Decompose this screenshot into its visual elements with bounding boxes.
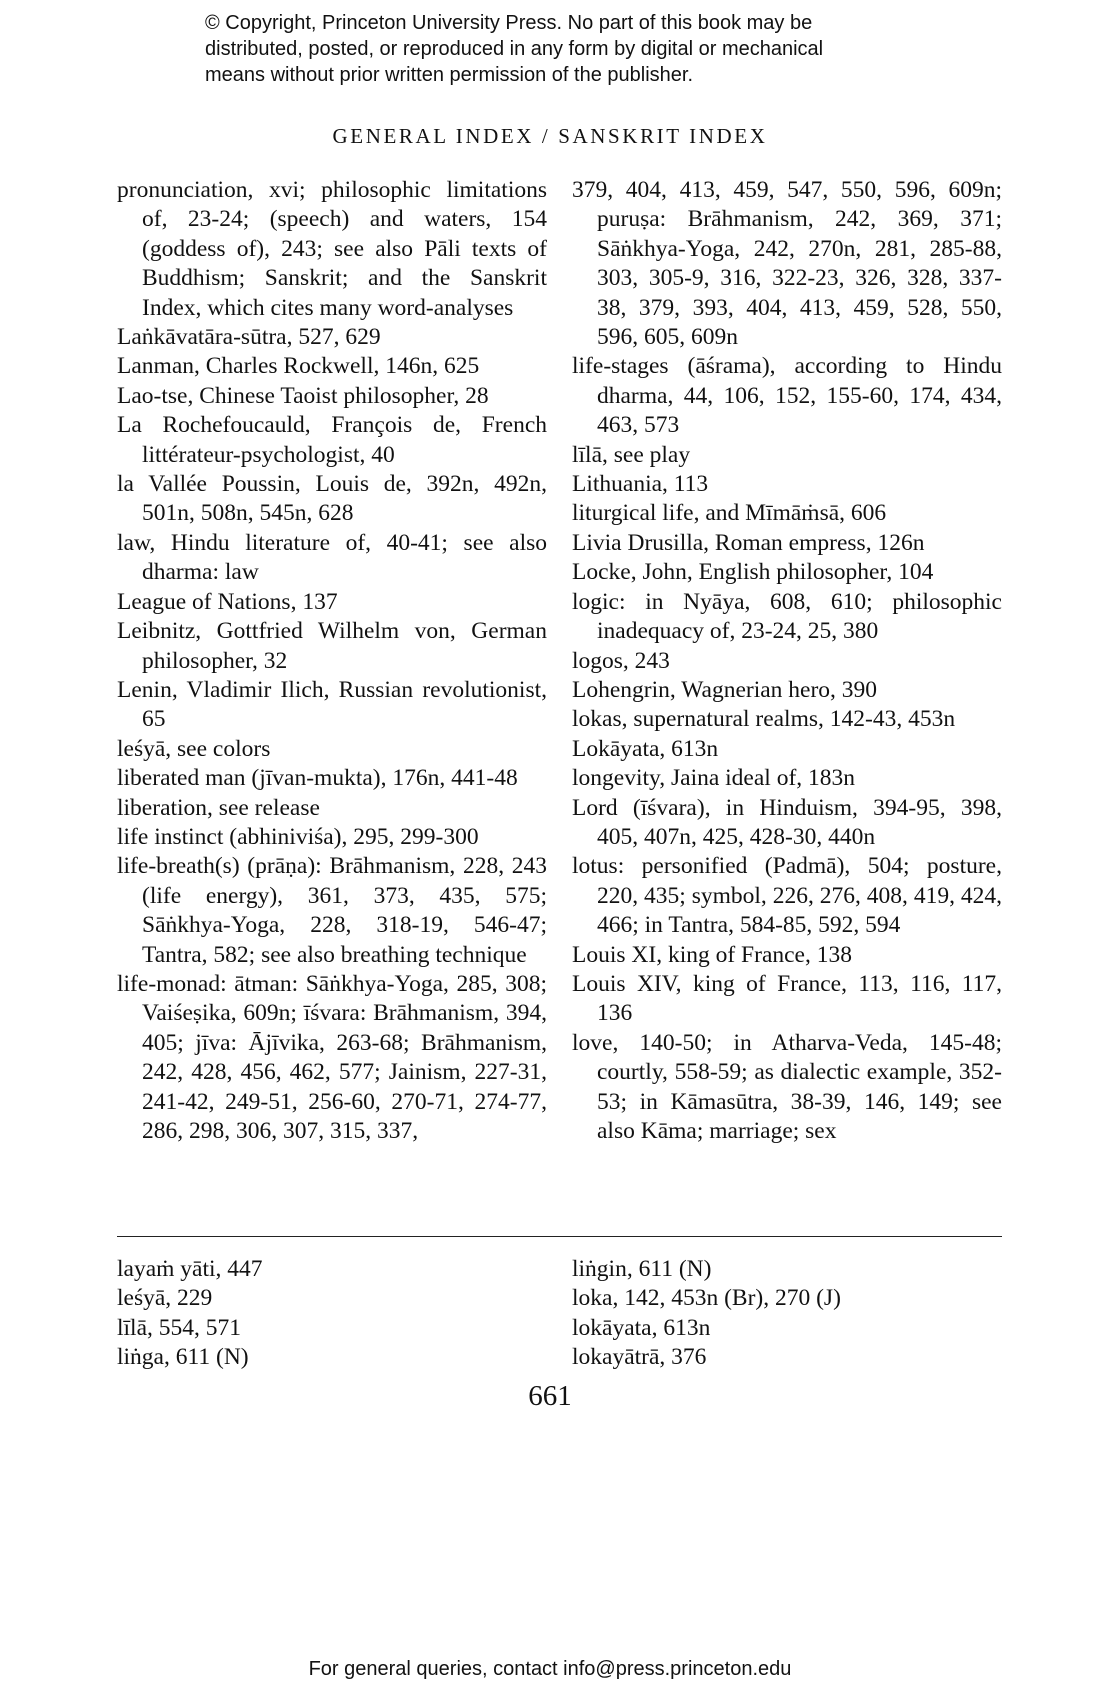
sanskrit-entry: loka, 142, 453n (Br), 270 (J): [572, 1285, 841, 1312]
index-entry: liberated man (jīvan-mukta), 176n, 441-48: [117, 765, 518, 792]
copyright-notice: [205, 10, 925, 88]
sanskrit-entry: lokāyata, 613n: [572, 1314, 711, 1341]
index-entry: lokas, supernatural realms, 142-43, 453n: [572, 706, 956, 733]
page-number: 661: [528, 1380, 572, 1412]
index-entry: Locke, John, English philosopher, 104: [572, 559, 934, 586]
sanskrit-entry: liṅga, 611 (N): [117, 1344, 249, 1371]
index-entry: Lithuania, 113: [572, 471, 709, 498]
index-entry: life-monad: ātman: Sāṅkhya-Yoga, 285, 308; Vaiśeṣika, 609n; īśvara: Brāhmanism, 394, 405; jīva: Ājīvika, 263-68; Brāhmanism, 242, 428, 456, 462, 577; Jainism, 227-31, 241-42, 249-51, 256-60, 270-71, 274-77, 286, 298, 306, 307, 315, 337,: [117, 970, 547, 1144]
sanskrit-entry: leśyā, 229: [117, 1285, 213, 1312]
index-entry: Lokāyata, 613n: [572, 735, 719, 762]
index-entry: liberation, see release: [117, 794, 320, 821]
index-entry: League of Nations, 137: [117, 588, 338, 615]
index-entry: Louis XI, king of France, 138: [572, 941, 852, 968]
sanskrit-index-right-column: [572, 1255, 1002, 1373]
copyright-line: means without prior written permission of the publisher.: [205, 64, 694, 86]
sanskrit-entry: liṅgin, 611 (N): [572, 1256, 712, 1282]
sanskrit-entry: layaṁ yāti, 447: [117, 1256, 263, 1282]
index-entry: law, Hindu literature of, 40-41; see also dharma: law: [117, 529, 547, 586]
copyright-line: © Copyright, Princeton University Press. No part of this book may be: [205, 12, 813, 34]
index-entry: Lohengrin, Wagnerian hero, 390: [572, 676, 878, 703]
index-entry: Lao-tse, Chinese Taoist philosopher, 28: [117, 382, 489, 409]
index-entry: leśyā, see colors: [117, 735, 271, 762]
general-index-left-column: [117, 176, 547, 1146]
section-divider: [117, 1236, 1002, 1237]
index-entry: life-stages (āśrama), according to Hindu dharma, 44, 106, 152, 155-60, 174, 434, 463, 573: [572, 353, 1002, 439]
index-entry: pronunciation, xvi; philosophic limitations of, 23-24; (speech) and waters, 154 (goddess of), 243; see also Pāli texts of Buddhism; Sanskrit; and the Sanskrit Index, which cites many word-analyses: [117, 177, 547, 321]
index-entry: Lenin, Vladimir Ilich, Russian revolutionist, 65: [117, 676, 547, 733]
index-entry: life instinct (abhiniviśa), 295, 299-300: [117, 823, 479, 850]
copyright-line: distributed, posted, or reproduced in any form by digital or mechanical: [205, 38, 824, 60]
index-entry: liturgical life, and Mīmāṁsā, 606: [572, 500, 887, 527]
index-entry: longevity, Jaina ideal of, 183n: [572, 765, 856, 792]
running-head: GENERAL INDEX / SANSKRIT INDEX: [332, 124, 768, 148]
index-entry: la Vallée Poussin, Louis de, 392n, 492n, 501n, 508n, 545n, 628: [117, 471, 547, 527]
sanskrit-entry: līlā, 554, 571: [117, 1314, 242, 1341]
sanskrit-index-left-column: [117, 1255, 547, 1373]
index-entry: love, 140-50; in Atharva-Veda, 145-48; courtly, 558-59; as dialectic example, 352-53; in Kāmasūtra, 38-39, 146, 149; see also Kāma; marriage; sex: [572, 1029, 1002, 1144]
index-entry: logic: in Nyāya, 608, 610; philosophic inadequacy of, 23-24, 25, 380: [572, 588, 1002, 645]
index-entry: Laṅkāvatāra-sūtra, 527, 629: [117, 324, 381, 351]
index-entry: līlā, see play: [572, 441, 691, 468]
index-entry: 379, 404, 413, 459, 547, 550, 596, 609n; puruṣa: Brāhmanism, 242, 369, 371; Sāṅkhya-Yoga, 242, 270n, 281, 285-88, 303, 305-9, 316, 322-23, 326, 328, 337-38, 379, 393, 404, 413, 459, 528, 550, 596, 605, 609n: [572, 177, 1002, 351]
index-entry: life-breath(s) (prāṇa): Brāhmanism, 228, 243 (life energy), 361, 373, 435, 575; Sāṅkhya-Yoga, 228, 318-19, 546-47; Tantra, 582; see also breathing technique: [117, 853, 547, 968]
index-entry: Lord (īśvara), in Hinduism, 394-95, 398, 405, 407n, 425, 428-30, 440n: [572, 794, 1002, 850]
index-entry: La Rochefoucauld, François de, French littérateur-psychologist, 40: [117, 412, 547, 468]
index-entry: Lanman, Charles Rockwell, 146n, 625: [117, 353, 480, 380]
index-entry: lotus: personified (Padmā), 504; posture, 220, 435; symbol, 226, 276, 408, 419, 424, 466; in Tantra, 584-85, 592, 594: [572, 853, 1002, 939]
index-entry: Leibnitz, Gottfried Wilhelm von, German philosopher, 32: [117, 618, 547, 674]
footer-contact: For general queries, contact info@press.princeton.edu: [308, 1658, 792, 1680]
index-entry: logos, 243: [572, 647, 670, 674]
general-index-right-column: [572, 176, 1002, 1146]
sanskrit-entry: lokayātrā, 376: [572, 1344, 707, 1371]
index-entry: Livia Drusilla, Roman empress, 126n: [572, 529, 925, 556]
index-entry: Louis XIV, king of France, 113, 116, 117, 136: [572, 970, 1002, 1027]
